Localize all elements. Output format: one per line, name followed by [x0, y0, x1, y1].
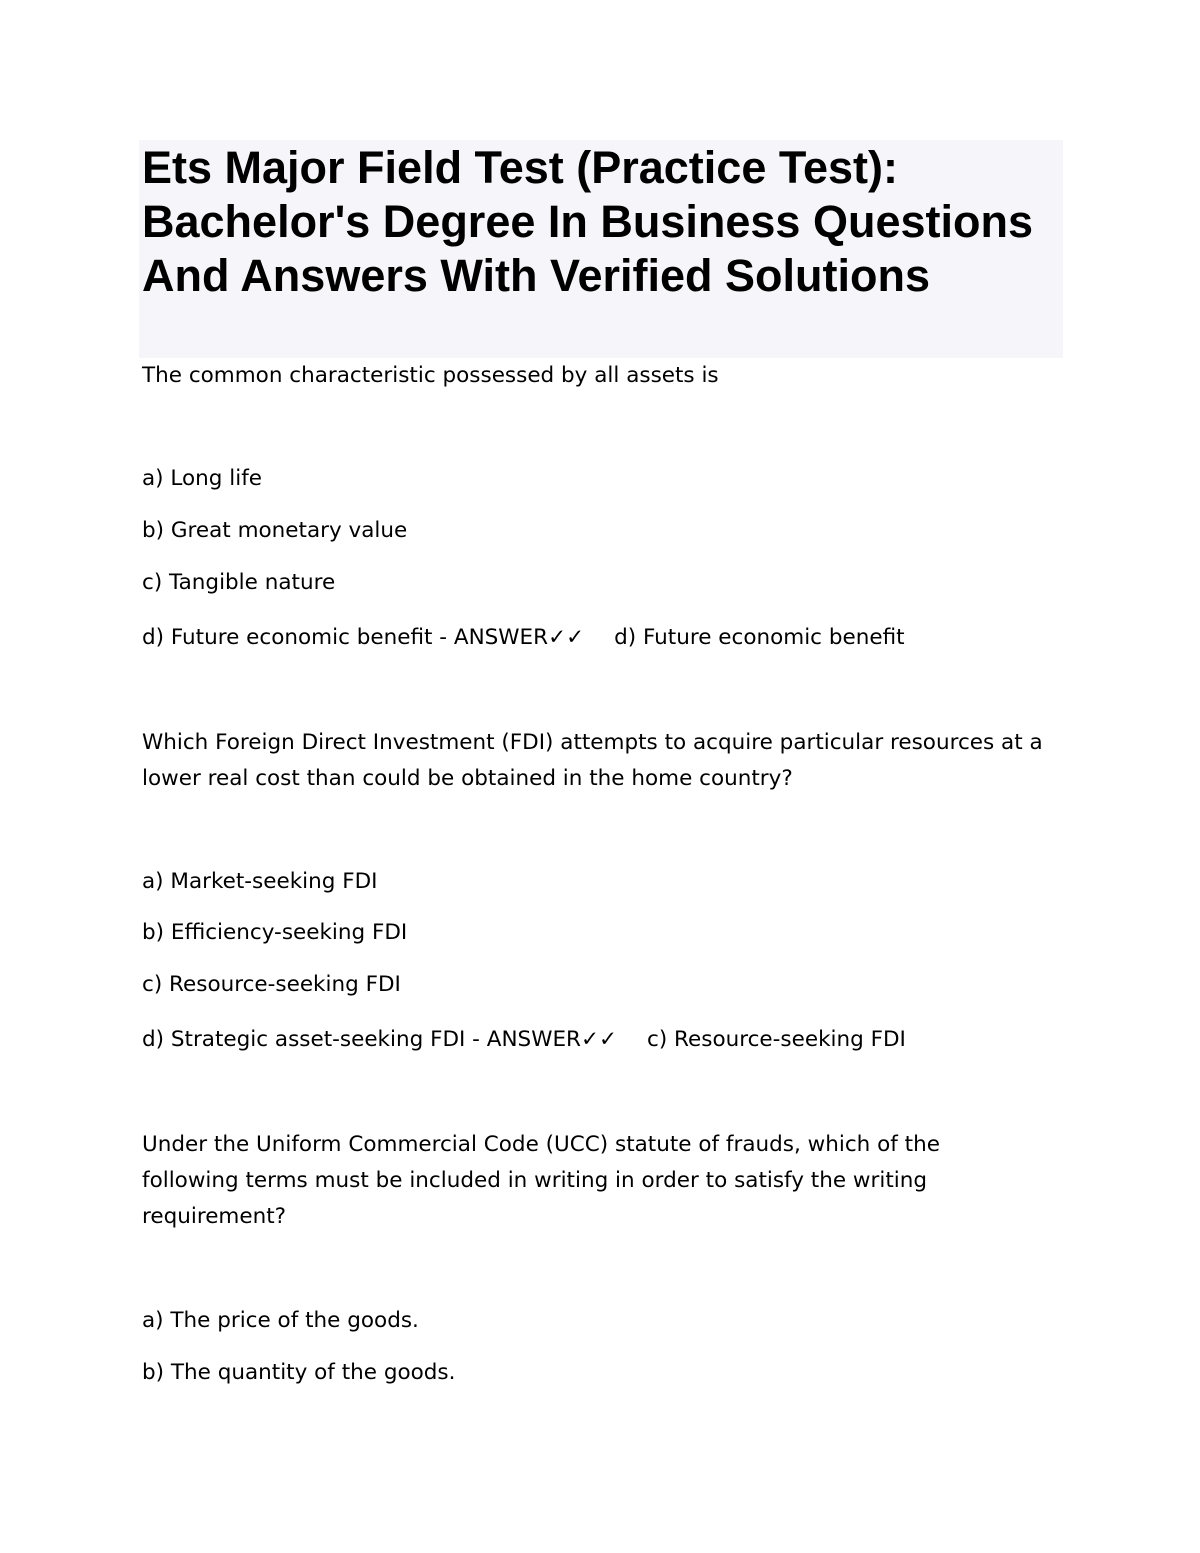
- question-3-prompt: Under the Uniform Commercial Code (UCC) statute of frauds, which of the following terms must be included in writing in order to satisfy the writing requirement?: [142, 1132, 940, 1229]
- document-title: Ets Major Field Test (Practice Test): Bachelor's Degree In Business Questions And Answers With Verified Solutions: [142, 142, 1033, 301]
- question-1-option-b: b) Great monetary value: [142, 518, 408, 543]
- question-2-option-a: a) Market-seeking FDI: [142, 869, 378, 894]
- question-1-option-c: c) Tangible nature: [142, 570, 336, 595]
- question-2-option-d-line: [142, 1022, 906, 1058]
- question-1-prompt: The common characteristic possessed by all assets is: [142, 363, 719, 388]
- question-2-prompt: Which Foreign Direct Investment (FDI) attempts to acquire particular resources at a lower real cost than could be obtained in the home country?: [142, 730, 1043, 791]
- question-3-option-b: b) The quantity of the goods.: [142, 1360, 456, 1385]
- question-3-option-a: a) The price of the goods.: [142, 1308, 419, 1333]
- question-1-option-d: d) Future economic benefit - ANSWER✓✓: [142, 625, 585, 650]
- question-1-option-d-line: [142, 620, 905, 656]
- question-2-option-c: c) Resource-seeking FDI: [142, 972, 401, 997]
- question-2-answer: c) Resource-seeking FDI: [647, 1027, 906, 1052]
- question-1-answer: d) Future economic benefit: [614, 625, 905, 650]
- question-1-option-a: a) Long life: [142, 466, 263, 491]
- question-2-option-b: b) Efficiency-seeking FDI: [142, 920, 408, 945]
- question-2-option-d: d) Strategic asset-seeking FDI - ANSWER✓✓: [142, 1027, 618, 1052]
